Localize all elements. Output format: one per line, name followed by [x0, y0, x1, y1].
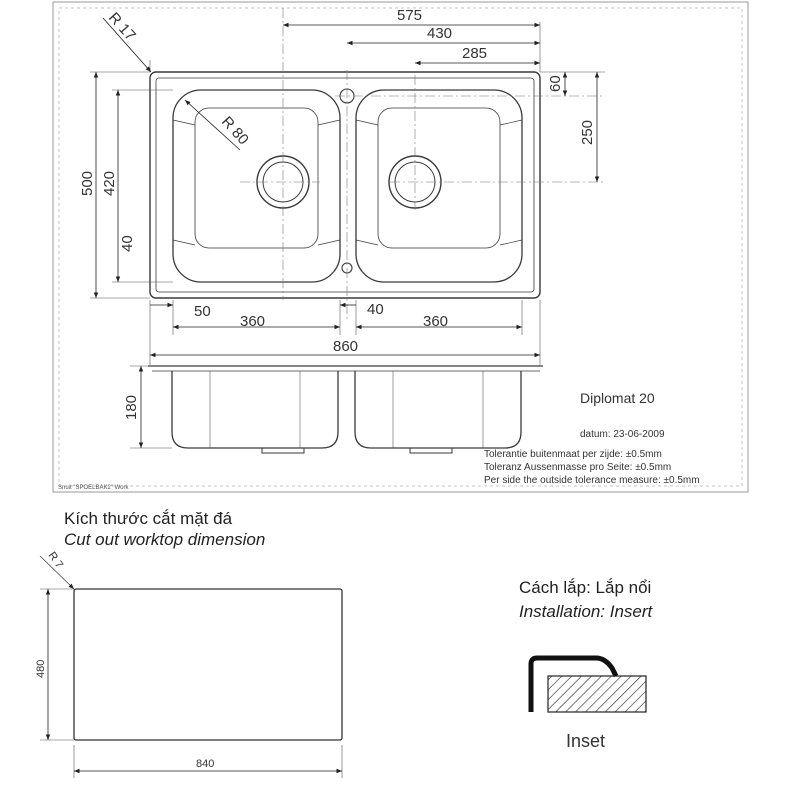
left-bowl-floor	[195, 108, 318, 248]
dim-285: 285	[462, 45, 488, 62]
tolerance-en: Per side the outside tolerance measure: ±0.5mm	[484, 475, 700, 486]
dim-60: 60	[547, 75, 564, 92]
cutout-radius: R 7	[45, 549, 66, 571]
dim-360-left: 360	[240, 313, 266, 330]
cutout-width: 840	[196, 758, 215, 770]
inset-label: Inset	[566, 731, 606, 751]
right-bowl-side	[355, 371, 521, 448]
dim-r80: R 80	[218, 113, 252, 149]
cutout-height: 480	[35, 659, 47, 678]
right-bowl-floor	[378, 108, 500, 248]
worktop-section	[548, 676, 646, 712]
sink-side-view	[148, 366, 543, 453]
extension-lines	[90, 22, 605, 365]
dim-40-left: 40	[119, 235, 136, 252]
sheet-border	[53, 2, 748, 492]
dim-575: 575	[397, 7, 423, 24]
cutout-title-vi: Kích thước cắt mặt đá	[64, 509, 233, 528]
sink-outer-rim	[150, 72, 540, 298]
right-bowl-outline	[356, 90, 522, 282]
dim-360-right: 360	[423, 313, 449, 330]
tolerance-de: Toleranz Aussenmasse pro Seite: ±0.5mm	[484, 462, 672, 473]
file-reference: Snuit "SPOELBAK2" Work	[58, 485, 129, 491]
product-name: Diplomat 20	[580, 390, 655, 406]
cutout-drawing	[40, 556, 342, 778]
sink-inner-rim	[156, 78, 534, 292]
drawing-date: datum: 23-06-2009	[580, 429, 665, 440]
dim-40-gap: 40	[367, 301, 384, 318]
cutout-title-en: Cut out worktop dimension	[64, 530, 266, 549]
left-bowl-outline	[173, 90, 340, 282]
installation-title-vi: Cách lắp: Lắp nổi	[519, 578, 652, 597]
installation-title-en: Installation: Insert	[519, 602, 653, 621]
dim-860: 860	[333, 338, 359, 355]
dim-r17: R 17	[105, 9, 139, 45]
sink-top-view	[150, 72, 540, 298]
cutout-outline	[74, 589, 342, 740]
dim-500: 500	[79, 170, 96, 196]
dim-50: 50	[194, 303, 211, 320]
dim-420: 420	[101, 170, 118, 196]
sheet-inner-border	[59, 8, 742, 486]
inset-profile-icon	[531, 658, 646, 712]
dim-430: 430	[427, 25, 453, 42]
dim-250: 250	[579, 119, 596, 145]
dim-180: 180	[123, 394, 140, 420]
left-bowl-side	[172, 371, 338, 448]
tolerance-nl: Tolerantie buitenmaat per zijde: ±0.5mm	[484, 449, 662, 460]
